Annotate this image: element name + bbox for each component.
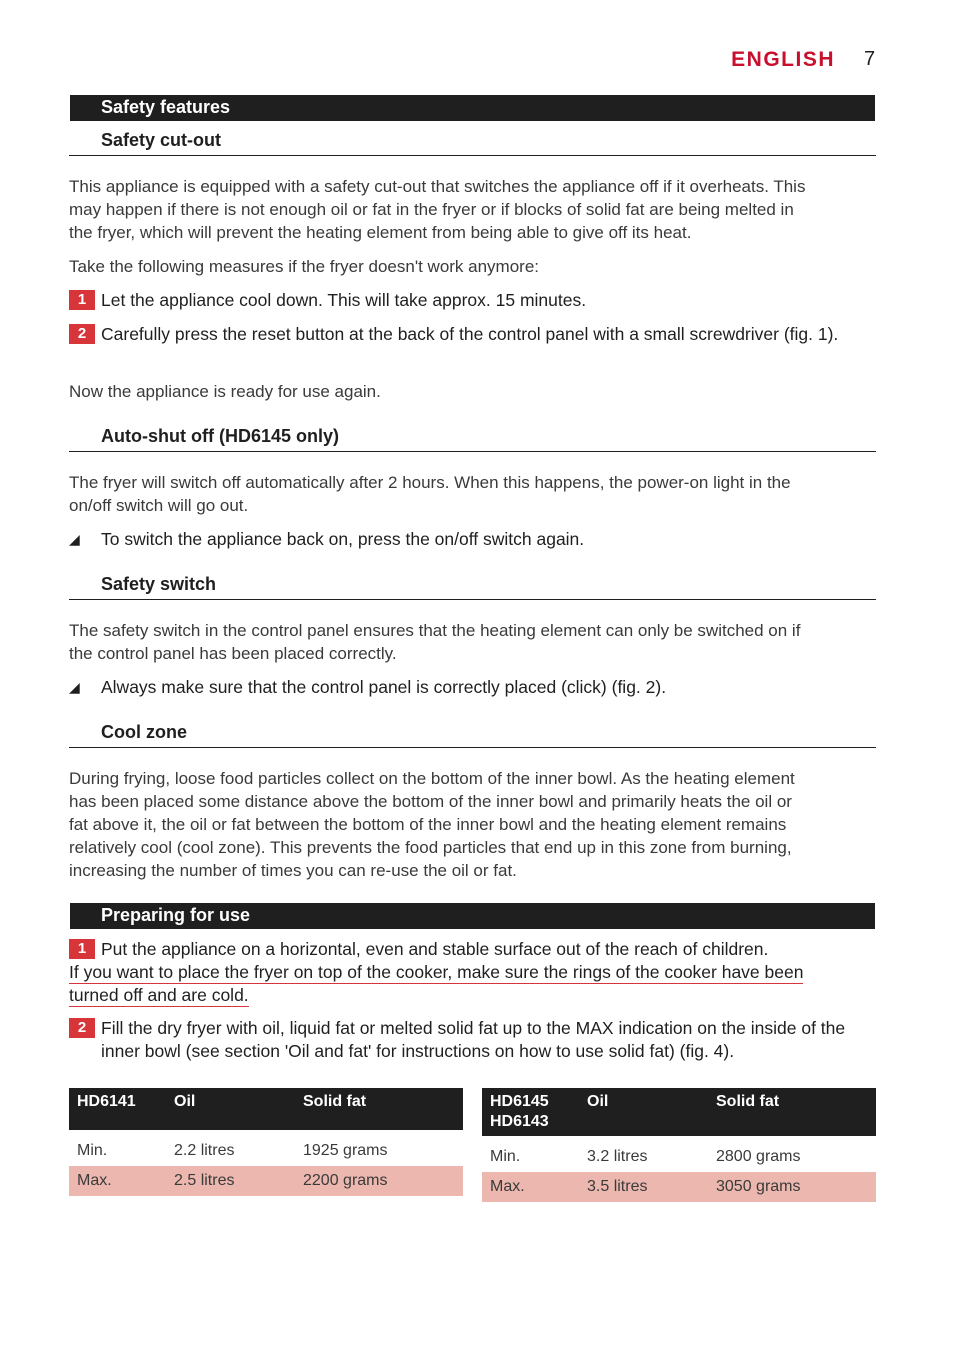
cell-oil: 3.5 litres xyxy=(579,1172,708,1202)
table-header-row xyxy=(69,1088,463,1130)
note-line: If you want to place the fryer on top of the cooker, make sure the rings of the cooker have been xyxy=(69,962,804,982)
capacity-table-hd6141 xyxy=(69,1088,463,1196)
table-row xyxy=(482,1172,876,1202)
model-line: HD6145 xyxy=(490,1093,549,1110)
cell-level: Max. xyxy=(482,1172,579,1202)
text-line: The fryer will switch off automatically after 2 hours. When this happens, the power-on light in the xyxy=(69,473,791,492)
bullet-control-panel xyxy=(69,676,876,699)
paragraph-cool-zone xyxy=(69,767,879,882)
text-line: fat above it, the oil or fat between the bottom of the inner bowl and the heating element remains xyxy=(69,815,787,834)
bullet-marker-icon: ◢ xyxy=(69,531,80,547)
step-1-place-appliance xyxy=(69,938,876,961)
text-line: increasing the number of times you can re-use the oil or fat. xyxy=(69,861,517,880)
cell-level: Min. xyxy=(490,1148,521,1165)
capacity-table-hd6145-hd6143 xyxy=(482,1088,876,1202)
table-header-row xyxy=(482,1088,876,1136)
step-text: Put the appliance on a horizontal, even and stable surface out of the reach of children. xyxy=(101,939,769,959)
subheading-auto-shut-off: Auto-shut off (HD6145 only) xyxy=(69,423,876,452)
section-bar-preparing-for-use: Preparing for use xyxy=(70,903,875,929)
cell-oil: 3.2 litres xyxy=(587,1148,648,1165)
cell-oil: 2.2 litres xyxy=(174,1142,235,1159)
text-line: The safety switch in the control panel ensures that the heating element can only be switched on if xyxy=(69,621,801,640)
cell-solid-fat: 2800 grams xyxy=(716,1148,801,1165)
step-text: Let the appliance cool down. This will take approx. 15 minutes. xyxy=(101,290,587,310)
header-model xyxy=(482,1088,579,1136)
bullet-text: To switch the appliance back on, press the on/off switch again. xyxy=(101,529,585,549)
table-row xyxy=(69,1166,463,1196)
paragraph-cutout-intro xyxy=(69,175,869,244)
step-text: Fill the dry fryer with oil, liquid fat or melted solid fat up to the MAX indication on the inside of the inner bowl (see section 'Oil and fat' for instructions on how to use solid fat) (fig. 4). xyxy=(101,1018,846,1061)
cell-solid-fat: 1925 grams xyxy=(303,1142,388,1159)
cell-oil: 2.5 litres xyxy=(166,1166,295,1196)
header-model: HD6141 xyxy=(69,1088,166,1130)
cell-level: Min. xyxy=(77,1142,108,1159)
text-line: This appliance is equipped with a safety cut-out that switches the appliance off if it overheats. This xyxy=(69,177,806,196)
page-number: 7 xyxy=(864,48,876,70)
text-line: on/off switch will go out. xyxy=(69,496,249,515)
step-number-badge: 2 xyxy=(69,1018,95,1038)
subheading-safety-cutout: Safety cut-out xyxy=(69,127,876,156)
model-line: HD6143 xyxy=(490,1113,549,1130)
language-label: ENGLISH xyxy=(731,48,835,71)
step-number-badge: 1 xyxy=(69,290,95,310)
subheading-safety-switch: Safety switch xyxy=(69,571,876,600)
paragraph-measures: Take the following measures if the fryer doesn't work anymore: xyxy=(69,257,540,276)
section-bar-safety-features: Safety features xyxy=(70,95,875,121)
header-solid-fat: Solid fat xyxy=(708,1088,876,1136)
note-line: turned off and are cold. xyxy=(69,985,249,1005)
subheading-cool-zone: Cool zone xyxy=(69,719,876,748)
cell-solid-fat: 3050 grams xyxy=(708,1172,876,1202)
paragraph-ready: Now the appliance is ready for use again. xyxy=(69,382,381,401)
paragraph-safety-switch xyxy=(69,619,869,665)
step-text: Carefully press the reset button at the back of the control panel with a small screwdriver (fig. 1). xyxy=(101,324,839,344)
text-line: relatively cool (cool zone). This prevents the food particles that end up in this zone from burning, xyxy=(69,838,792,857)
table-row xyxy=(69,1136,463,1166)
header-oil: Oil xyxy=(166,1088,295,1130)
text-line: the control panel has been placed correctly. xyxy=(69,644,397,663)
bullet-text: Always make sure that the control panel is correctly placed (click) (fig. 2). xyxy=(101,677,667,697)
step-2-reset-button xyxy=(69,323,876,346)
paragraph-auto-shut-off xyxy=(69,471,869,517)
table-row xyxy=(482,1142,876,1172)
bullet-switch-back-on xyxy=(69,528,876,551)
text-line: has been placed some distance above the bottom of the inner bowl and primarily heats the oil or xyxy=(69,792,792,811)
text-line: the fryer, which will prevent the heating element from being able to give off its heat. xyxy=(69,223,692,242)
step-number-badge: 2 xyxy=(69,324,95,344)
step-2-fill-fryer xyxy=(69,1017,876,1063)
step-1-cool-down xyxy=(69,289,876,312)
header-oil: Oil xyxy=(579,1088,708,1136)
cell-level: Max. xyxy=(69,1166,166,1196)
step-number-badge: 1 xyxy=(69,939,95,959)
note-cooker-warning xyxy=(69,961,869,1007)
text-line: During frying, loose food particles collect on the bottom of the inner bowl. As the heating element xyxy=(69,769,795,788)
cell-solid-fat: 2200 grams xyxy=(295,1166,463,1196)
bullet-marker-icon: ◢ xyxy=(69,679,80,695)
header-solid-fat: Solid fat xyxy=(295,1088,463,1130)
text-line: may happen if there is not enough oil or fat in the fryer or if blocks of solid fat are being melted in xyxy=(69,200,794,219)
